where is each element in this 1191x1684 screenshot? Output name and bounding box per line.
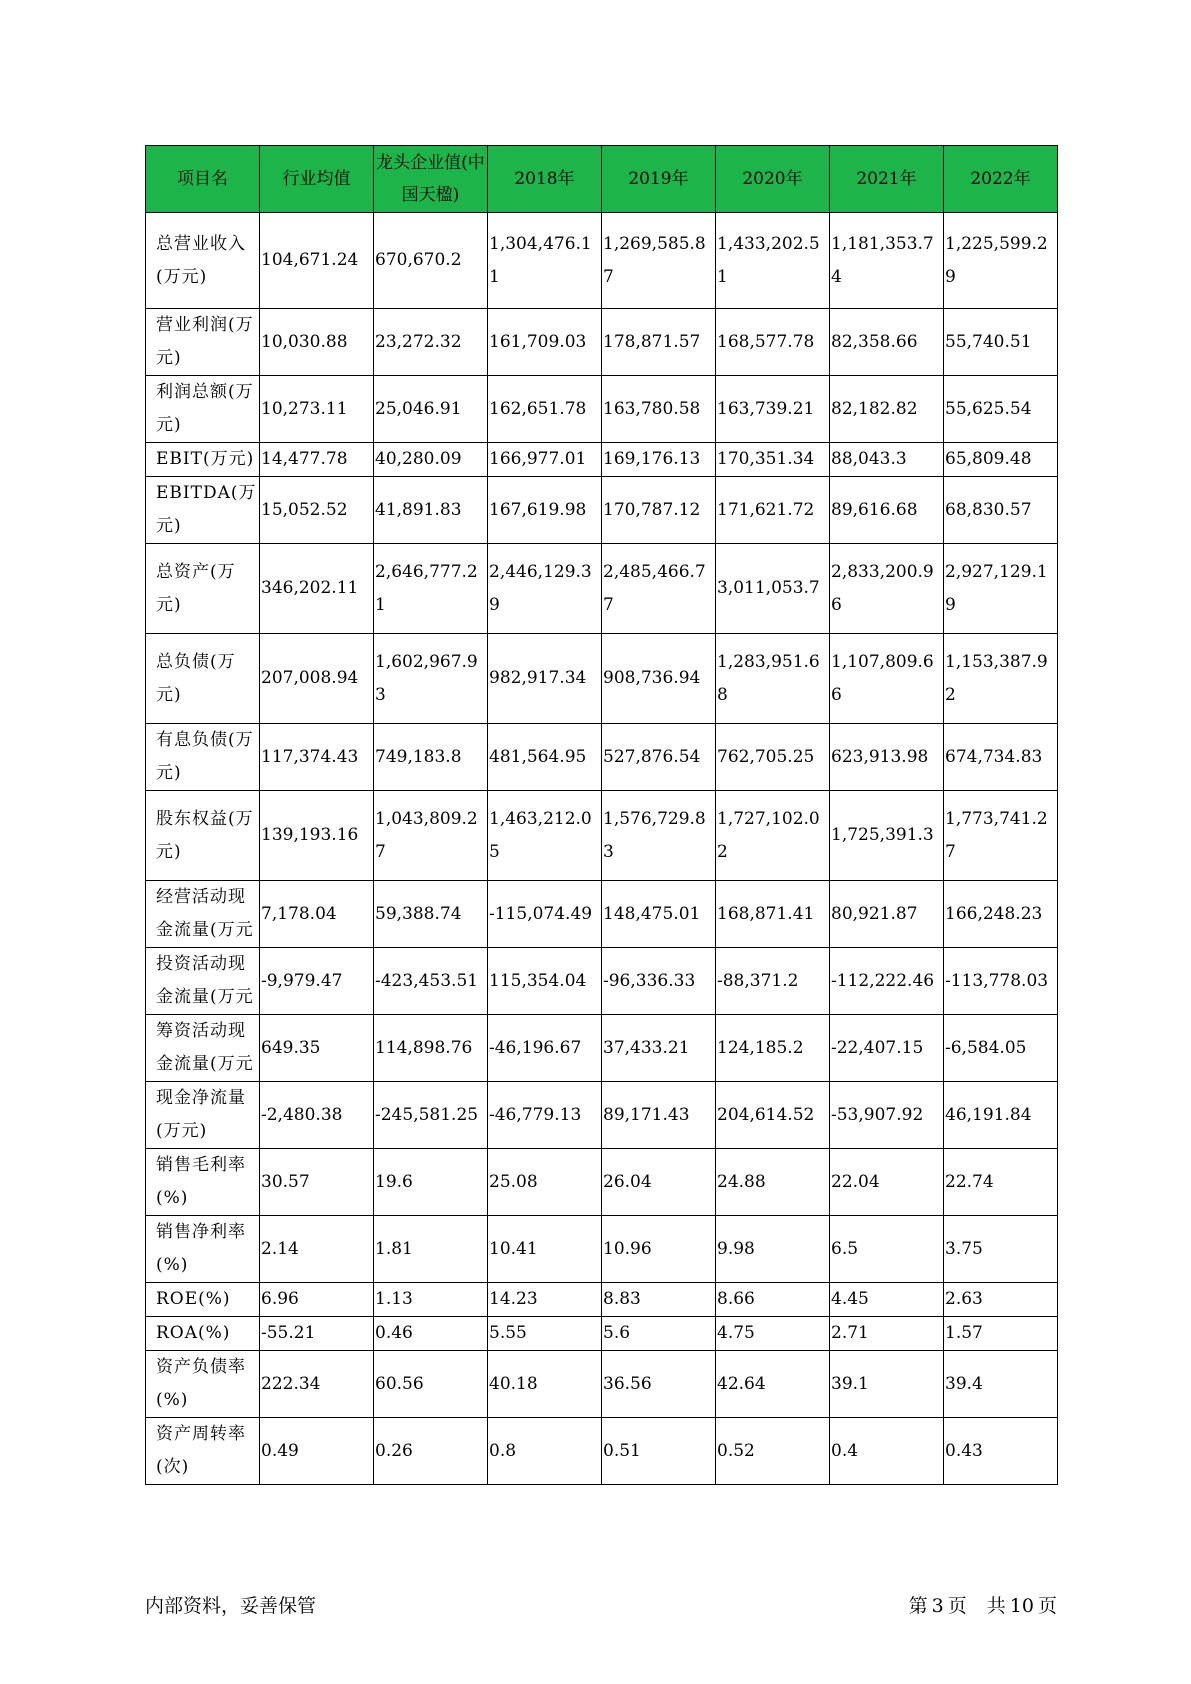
total-pages: 10 <box>1009 1595 1034 1617</box>
table-row <box>146 1317 1058 1351</box>
row-label: ROA(%) <box>146 1317 260 1351</box>
row-label: 筹资活动现金流量(万元 <box>146 1015 260 1082</box>
table-cell: -46,779.13 <box>488 1082 602 1149</box>
row-label: 利润总额(万元) <box>146 376 260 443</box>
table-cell: -55.21 <box>260 1317 374 1351</box>
row-label: 总资产(万元) <box>146 544 260 634</box>
table-cell: 749,183.8 <box>374 724 488 791</box>
table-cell: 0.52 <box>716 1418 830 1485</box>
table-cell: 1,433,202.51 <box>716 213 830 309</box>
column-header: 2018年 <box>488 146 602 213</box>
table-cell: 222.34 <box>260 1351 374 1418</box>
table-cell: 2,446,129.39 <box>488 544 602 634</box>
table-cell: -88,371.2 <box>716 948 830 1015</box>
table-cell: 3,011,053.7 <box>716 544 830 634</box>
table-cell: 908,736.94 <box>602 634 716 724</box>
table-cell: 89,616.68 <box>830 477 944 544</box>
table-cell: 527,876.54 <box>602 724 716 791</box>
table-cell: 39.4 <box>944 1351 1058 1418</box>
table-cell: 26.04 <box>602 1149 716 1216</box>
table-cell: 10,273.11 <box>260 376 374 443</box>
table-cell: 8.66 <box>716 1283 830 1317</box>
table-row <box>146 309 1058 376</box>
table-cell: -115,074.49 <box>488 881 602 948</box>
table-cell: 0.51 <box>602 1418 716 1485</box>
row-label: 股东权益(万元) <box>146 791 260 881</box>
table-cell: 481,564.95 <box>488 724 602 791</box>
table-cell: 148,475.01 <box>602 881 716 948</box>
table-cell: 39.1 <box>830 1351 944 1418</box>
row-label: 经营活动现金流量(万元 <box>146 881 260 948</box>
table-cell: 37,433.21 <box>602 1015 716 1082</box>
table-cell: 9.98 <box>716 1216 830 1283</box>
table-cell: 115,354.04 <box>488 948 602 1015</box>
table-cell: 59,388.74 <box>374 881 488 948</box>
total-suffix: 页 <box>1037 1595 1057 1617</box>
table-cell: 40,280.09 <box>374 443 488 477</box>
table-cell: 42.64 <box>716 1351 830 1418</box>
table-row <box>146 477 1058 544</box>
table-cell: 23,272.32 <box>374 309 488 376</box>
table-cell: 82,182.82 <box>830 376 944 443</box>
table-cell: 14,477.78 <box>260 443 374 477</box>
table-cell: 114,898.76 <box>374 1015 488 1082</box>
table-cell: 0.26 <box>374 1418 488 1485</box>
table-cell: 762,705.25 <box>716 724 830 791</box>
page-prefix: 第 <box>908 1595 928 1617</box>
footer-page-indicator <box>905 1591 1057 1618</box>
table-cell: -46,196.67 <box>488 1015 602 1082</box>
table-cell: 167,619.98 <box>488 477 602 544</box>
table-cell: 65,809.48 <box>944 443 1058 477</box>
column-header: 行业均值 <box>260 146 374 213</box>
table-cell: 623,913.98 <box>830 724 944 791</box>
table-cell: 170,351.34 <box>716 443 830 477</box>
table-cell: 10,030.88 <box>260 309 374 376</box>
table-cell: 1,602,967.93 <box>374 634 488 724</box>
table-cell: 6.5 <box>830 1216 944 1283</box>
table-cell: 1,107,809.66 <box>830 634 944 724</box>
row-label: 总营业收入(万元) <box>146 213 260 309</box>
table-cell: 2.14 <box>260 1216 374 1283</box>
row-label: 销售毛利率(%) <box>146 1149 260 1216</box>
table-cell: 166,977.01 <box>488 443 602 477</box>
table-cell: 2,833,200.96 <box>830 544 944 634</box>
table-row <box>146 948 1058 1015</box>
column-header: 2022年 <box>944 146 1058 213</box>
column-header: 项目名 <box>146 146 260 213</box>
table-row <box>146 544 1058 634</box>
table-row <box>146 1082 1058 1149</box>
table-cell: 41,891.83 <box>374 477 488 544</box>
table-row <box>146 881 1058 948</box>
table-cell: 1,304,476.11 <box>488 213 602 309</box>
table-cell: 55,740.51 <box>944 309 1058 376</box>
table-cell: 10.96 <box>602 1216 716 1283</box>
table-cell: -2,480.38 <box>260 1082 374 1149</box>
table-cell: 6.96 <box>260 1283 374 1317</box>
table-header-row <box>146 146 1058 213</box>
table-cell: 1.13 <box>374 1283 488 1317</box>
table-cell: 674,734.83 <box>944 724 1058 791</box>
table-cell: 40.18 <box>488 1351 602 1418</box>
table-cell: 178,871.57 <box>602 309 716 376</box>
table-cell: 171,621.72 <box>716 477 830 544</box>
table-cell: 68,830.57 <box>944 477 1058 544</box>
table-cell: 89,171.43 <box>602 1082 716 1149</box>
table-cell: 14.23 <box>488 1283 602 1317</box>
table-row <box>146 1149 1058 1216</box>
table-cell: 2.63 <box>944 1283 1058 1317</box>
table-cell: 1,576,729.83 <box>602 791 716 881</box>
table-row <box>146 634 1058 724</box>
table-cell: -423,453.51 <box>374 948 488 1015</box>
row-label: EBIT(万元) <box>146 443 260 477</box>
table-cell: 24.88 <box>716 1149 830 1216</box>
table-cell: 4.45 <box>830 1283 944 1317</box>
row-label: 销售净利率(%) <box>146 1216 260 1283</box>
table-cell: 1,725,391.3 <box>830 791 944 881</box>
table-cell: 207,008.94 <box>260 634 374 724</box>
table-cell: 139,193.16 <box>260 791 374 881</box>
table-cell: 1,269,585.87 <box>602 213 716 309</box>
page-suffix: 页 <box>947 1595 967 1617</box>
row-label: 投资活动现金流量(万元 <box>146 948 260 1015</box>
table-cell: 3.75 <box>944 1216 1058 1283</box>
row-label: 现金净流量(万元) <box>146 1082 260 1149</box>
table-row <box>146 1351 1058 1418</box>
row-label: 资产周转率(次) <box>146 1418 260 1485</box>
table-cell: -53,907.92 <box>830 1082 944 1149</box>
column-header: 2021年 <box>830 146 944 213</box>
table-cell: 1,463,212.05 <box>488 791 602 881</box>
table-cell: 82,358.66 <box>830 309 944 376</box>
table-row <box>146 1216 1058 1283</box>
table-cell: 22.74 <box>944 1149 1058 1216</box>
column-header: 2020年 <box>716 146 830 213</box>
row-label: 总负债(万元) <box>146 634 260 724</box>
table-row <box>146 376 1058 443</box>
table-cell: 1,225,599.29 <box>944 213 1058 309</box>
row-label: 资产负债率(%) <box>146 1351 260 1418</box>
table-cell: 0.49 <box>260 1418 374 1485</box>
total-prefix: 共 <box>986 1595 1006 1617</box>
table-cell: 168,577.78 <box>716 309 830 376</box>
table-cell: 163,780.58 <box>602 376 716 443</box>
table-cell: 104,671.24 <box>260 213 374 309</box>
table-body <box>146 213 1058 1485</box>
financial-table <box>145 145 1058 1485</box>
table-cell: 80,921.87 <box>830 881 944 948</box>
table-row <box>146 443 1058 477</box>
table-cell: 25,046.91 <box>374 376 488 443</box>
table-cell: 4.75 <box>716 1317 830 1351</box>
table-cell: 36.56 <box>602 1351 716 1418</box>
row-label: ROE(%) <box>146 1283 260 1317</box>
table-cell: 0.4 <box>830 1418 944 1485</box>
table-cell: 55,625.54 <box>944 376 1058 443</box>
table-cell: -112,222.46 <box>830 948 944 1015</box>
table-row <box>146 724 1058 791</box>
table-cell: 1.57 <box>944 1317 1058 1351</box>
table-cell: 670,670.2 <box>374 213 488 309</box>
table-row <box>146 791 1058 881</box>
table-cell: 124,185.2 <box>716 1015 830 1082</box>
table-cell: 25.08 <box>488 1149 602 1216</box>
table-row <box>146 213 1058 309</box>
table-cell: 8.83 <box>602 1283 716 1317</box>
table-cell: 10.41 <box>488 1216 602 1283</box>
table-cell: 1,043,809.27 <box>374 791 488 881</box>
table-cell: 5.55 <box>488 1317 602 1351</box>
row-label: 营业利润(万元) <box>146 309 260 376</box>
page-number: 3 <box>931 1595 944 1617</box>
table-cell: 2,927,129.19 <box>944 544 1058 634</box>
table-cell: 30.57 <box>260 1149 374 1216</box>
table-cell: 5.6 <box>602 1317 716 1351</box>
table-cell: 649.35 <box>260 1015 374 1082</box>
table-cell: 7,178.04 <box>260 881 374 948</box>
table-cell: -6,584.05 <box>944 1015 1058 1082</box>
table-cell: 166,248.23 <box>944 881 1058 948</box>
table-cell: 117,374.43 <box>260 724 374 791</box>
table-cell: 2,485,466.77 <box>602 544 716 634</box>
row-label: EBITDA(万元) <box>146 477 260 544</box>
table-cell: 982,917.34 <box>488 634 602 724</box>
table-cell: 163,739.21 <box>716 376 830 443</box>
table-cell: 15,052.52 <box>260 477 374 544</box>
table-row <box>146 1418 1058 1485</box>
table-cell: 0.46 <box>374 1317 488 1351</box>
table-cell: -113,778.03 <box>944 948 1058 1015</box>
table-cell: -22,407.15 <box>830 1015 944 1082</box>
table-cell: 1,773,741.27 <box>944 791 1058 881</box>
table-cell: 204,614.52 <box>716 1082 830 1149</box>
table-cell: 46,191.84 <box>944 1082 1058 1149</box>
footer-confidential-note: 内部资料，妥善保管 <box>145 1595 317 1617</box>
table-cell: -245,581.25 <box>374 1082 488 1149</box>
table-row <box>146 1283 1058 1317</box>
table-cell: 22.04 <box>830 1149 944 1216</box>
column-header: 2019年 <box>602 146 716 213</box>
column-header: 龙头企业值(中国天楹) <box>374 146 488 213</box>
row-label: 有息负债(万元) <box>146 724 260 791</box>
table-row <box>146 1015 1058 1082</box>
table-cell: 170,787.12 <box>602 477 716 544</box>
table-cell: 1,181,353.74 <box>830 213 944 309</box>
table-cell: 0.43 <box>944 1418 1058 1485</box>
table-cell: -9,979.47 <box>260 948 374 1015</box>
table-cell: 88,043.3 <box>830 443 944 477</box>
table-cell: 1,727,102.02 <box>716 791 830 881</box>
table-cell: 1,153,387.92 <box>944 634 1058 724</box>
table-cell: 161,709.03 <box>488 309 602 376</box>
table-cell: 19.6 <box>374 1149 488 1216</box>
table-cell: 1,283,951.68 <box>716 634 830 724</box>
table-cell: 2,646,777.21 <box>374 544 488 634</box>
table-cell: 60.56 <box>374 1351 488 1418</box>
table-cell: -96,336.33 <box>602 948 716 1015</box>
table-cell: 1.81 <box>374 1216 488 1283</box>
table-cell: 169,176.13 <box>602 443 716 477</box>
table-cell: 2.71 <box>830 1317 944 1351</box>
table-cell: 162,651.78 <box>488 376 602 443</box>
table-cell: 0.8 <box>488 1418 602 1485</box>
table-cell: 168,871.41 <box>716 881 830 948</box>
table-cell: 346,202.11 <box>260 544 374 634</box>
